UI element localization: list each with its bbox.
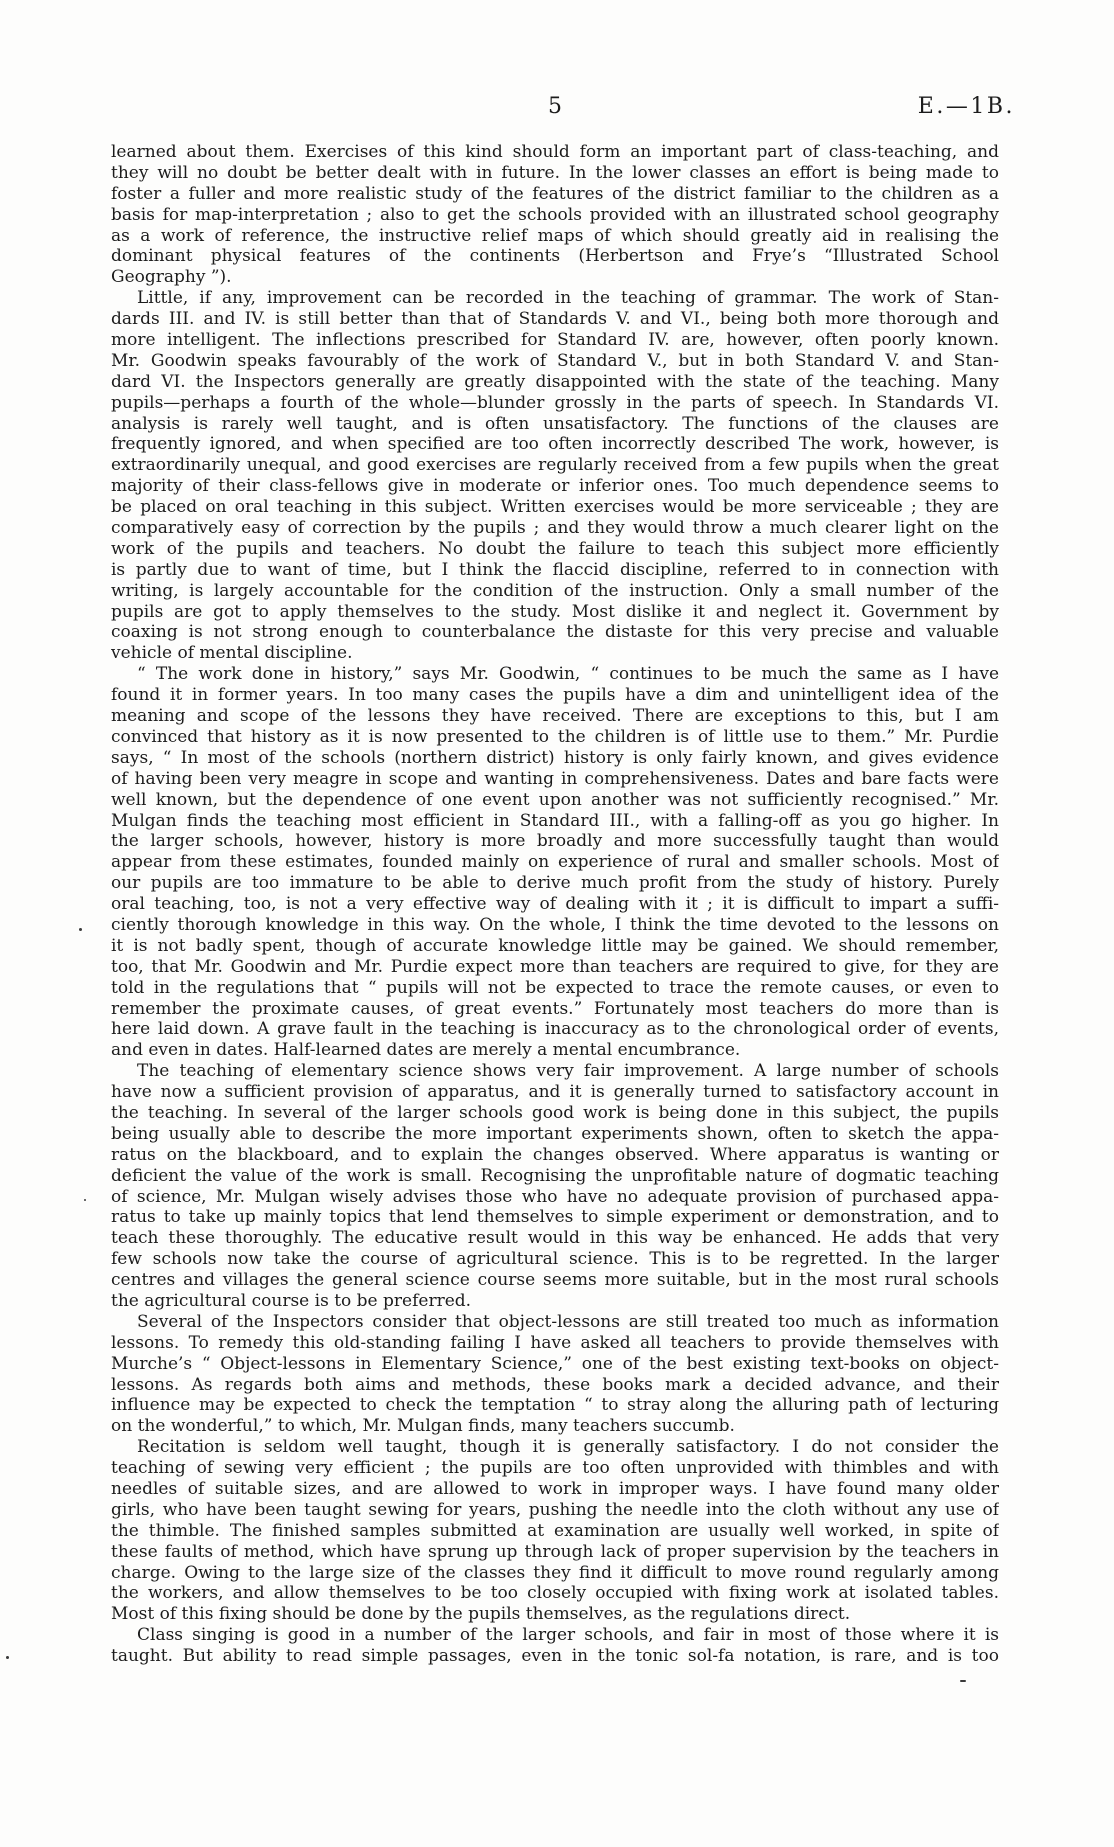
text-line: dards III. and IV. is still better than that of Standards V. and VI., being both more thorough and [111,309,999,330]
text-line: teaching of sewing very efficient ; the pupils are too often unprovided with thimbles and with [111,1458,999,1479]
scan-speck [6,1656,9,1659]
text-line: Several of the Inspectors consider that object-lessons are still treated too much as information [137,1311,999,1332]
text-line: learned about them. Exercises of this kind should form an important part of class-teaching, and [111,142,999,162]
document-reference: E.—1B. [917,94,1015,119]
scan-speck [79,928,82,931]
text-line: needles of suitable sizes, and are allowed to work in improper ways. I have found many older [111,1479,999,1499]
text-line: Class singing is good in a number of the larger schools, and fair in most of those where it is [137,1625,999,1646]
text-line: Murche’s “ Object-lessons in Elementary Science,” one of the best existing text-books on object- [111,1353,999,1374]
text-line: vehicle of mental discipline. [111,643,353,664]
text-line: on the wonderful,” to which, Mr. Mulgan finds, many teachers succumb. [111,1416,735,1437]
text-line: ratus on the blackboard, and to explain the changes observed. Where apparatus is wanting or [111,1144,999,1165]
page-number: 5 [548,94,562,119]
paragraph [111,1437,999,1625]
text-line: deficient the value of the work is small. Recognising the unprofitable nature of dogmatic teaching [111,1165,999,1186]
text-line: the larger schools, however, history is more broadly and more successfully taught than would [111,831,999,852]
text-line: dominant physical features of the continents (Herbertson and Frye’s “Illustrated School [111,246,999,267]
paragraph [111,1312,999,1437]
text-line: the workers, and allow themselves to be too closely occupied with fixing work at isolated tables. [111,1583,999,1604]
text-line: they will no doubt be better dealt with in future. In the lower classes an effort is being made to [111,162,999,183]
text-line: ratus to take up mainly topics that lend themselves to simple experiment or demonstration, and to [111,1207,999,1228]
text-line: influence may be expected to check the temptation “ to stray along the alluring path of lecturing [111,1395,999,1416]
text-line: pupils are got to apply themselves to the study. Most dislike it and neglect it. Government by [111,601,999,622]
text-line: “ The work done in history,” says Mr. Goodwin, “ continues to be much the same as I have [137,664,999,685]
text-line: centres and villages the general science course seems more suitable, but in the most rural schools [111,1270,999,1291]
text-line: of science, Mr. Mulgan wisely advises those who have no adequate provision of purchased appa- [111,1186,999,1207]
text-line: meaning and scope of the lessons they have received. There are exceptions to this, but I am [111,706,999,727]
text-line: coaxing is not strong enough to counterbalance the distaste for this very precise and valuable [111,622,999,643]
text-line: of having been very meagre in scope and wanting in comprehensiveness. Dates and bare facts were [111,768,999,789]
text-line: oral teaching, too, is not a very effective way of dealing with it ; it is difficult to impart a suffi- [111,894,999,915]
text-line: more intelligent. The inflections prescribed for Standard IV. are, however, often poorly known. [111,330,999,351]
text-line: basis for map-interpretation ; also to get the schools provided with an illustrated school geography [111,204,999,225]
text-line: our pupils are too immature to be able to derive much profit from the study of history. Purely [111,873,999,894]
text-line: girls, who have been taught sewing for years, pushing the needle into the cloth without any use of [111,1499,999,1520]
text-line: Geography ”). [111,267,232,288]
text-line: and even in dates. Half-learned dates are merely a mental encumbrance. [111,1040,741,1061]
text-line: appear from these estimates, founded mainly on experience of rural and smaller schools. Most of [111,852,999,873]
text-line: be placed on oral teaching in this subject. Written exercises would be more serviceable ; they are [111,497,999,518]
text-line: remember the proximate causes, of great events.” Fortunately most teachers do more than is [111,998,999,1019]
text-line: here laid down. A grave fault in the teaching is inaccuracy as to the chronological order of events, [111,1019,999,1040]
text-line: The teaching of elementary science shows very fair improvement. A large number of schools [137,1061,999,1082]
text-line: says, “ In most of the schools (northern district) history is only fairly known, and gives evidence [111,747,999,768]
text-line: Little, if any, improvement can be recorded in the teaching of grammar. The work of Stan- [137,288,999,309]
text-line: lessons. As regards both aims and methods, these books mark a decided advance, and their [111,1374,999,1395]
text-line: found it in former years. In too many cases the pupils have a dim and unintelligent idea of the [111,685,999,706]
text-line: Mulgan finds the teaching most efficient in Standard III., with a falling-off as you go higher. In [111,810,999,831]
text-line: extraordinarily unequal, and good exercises are regularly received from a few pupils when the great [111,455,999,476]
text-line: the agricultural course is to be preferred. [111,1290,472,1311]
paragraph [111,1625,999,1667]
text-line: majority of their class-fellows give in moderate or inferior ones. Too much dependence seems to [111,476,999,497]
text-line: lessons. To remedy this old-standing failing I have asked all teachers to provide themselves with [111,1332,999,1353]
text-line: analysis is rarely well taught, and is often unsatisfactory. The functions of the clauses are [111,413,999,434]
text-line: is partly due to want of time, but I think the flaccid discipline, referred to in connection with [111,559,999,580]
text-line: well known, but the dependence of one event upon another was not sufficiently recognised.” Mr. [111,789,999,810]
text-line: have now a sufficient provision of apparatus, and it is generally turned to satisfactory account in [111,1082,999,1103]
text-line: Most of this fixing should be done by the pupils themselves, as the regulations direct. [111,1604,851,1625]
text-line: ciently thorough knowledge in this way. On the whole, I think the time devoted to the lessons on [111,914,999,935]
text-line: few schools now take the course of agricultural science. This is to be regretted. In the larger [111,1249,999,1270]
text-line: writing, is largely accountable for the condition of the instruction. Only a small number of the [111,580,999,601]
paragraph [111,288,999,664]
text-line: taught. But ability to read simple passages, even in the tonic sol-fa notation, is rare, and is too [111,1646,999,1667]
text-line: pupils—perhaps a fourth of the whole—blunder grossly in the parts of speech. In Standards VI. [111,392,999,413]
text-line: the thimble. The finished samples submitted at examination are usually well worked, in spite of [111,1520,999,1541]
text-line: too, that Mr. Goodwin and Mr. Purdie expect more than teachers are required to give, for they are [111,956,999,977]
scan-speck [84,1199,86,1201]
text-line: the teaching. In several of the larger schools good work is being done in this subject, the pupils [111,1102,999,1123]
text-line: foster a fuller and more realistic study of the features of the district familiar to the children as a [111,183,999,204]
body-text [111,142,999,1667]
text-line: teach these thoroughly. The educative result would in this way be enhanced. He adds that very [111,1228,999,1249]
paragraph [111,1061,999,1312]
text-line: being usually able to describe the more important experiments shown, often to sketch the appa- [111,1123,999,1144]
scan-speck [960,1680,966,1682]
text-line: frequently ignored, and when specified are too often incorrectly described The work, however, is [111,434,999,455]
text-line: as a work of reference, the instructive relief maps of which should greatly aid in realising the [111,225,999,246]
text-line: these faults of method, which have sprung up through lack of proper supervision by the teachers in [111,1541,999,1562]
text-line: Mr. Goodwin speaks favourably of the work of Standard V., but in both Standard V. and Stan- [111,350,999,371]
text-line: work of the pupils and teachers. No doubt the failure to teach this subject more efficiently [111,538,999,559]
text-line: convinced that history as it is now presented to the children is of little use to them.” Mr. Purdie [111,726,999,747]
text-line: told in the regulations that “ pupils will not be expected to trace the remote causes, or even to [111,977,999,998]
text-line: dard VI. the Inspectors generally are greatly disappointed with the state of the teaching. Many [111,371,999,392]
paragraph [111,142,999,288]
text-line: Recitation is seldom well taught, though it is generally satisfactory. I do not consider the [137,1437,999,1458]
text-line: comparatively easy of correction by the pupils ; and they would throw a much clearer light on the [111,518,999,539]
text-line: it is not badly spent, though of accurate knowledge little may be gained. We should remember, [111,935,999,956]
text-line: charge. Owing to the large size of the classes they find it difficult to move round regularly among [111,1562,999,1583]
paragraph [111,664,999,1061]
